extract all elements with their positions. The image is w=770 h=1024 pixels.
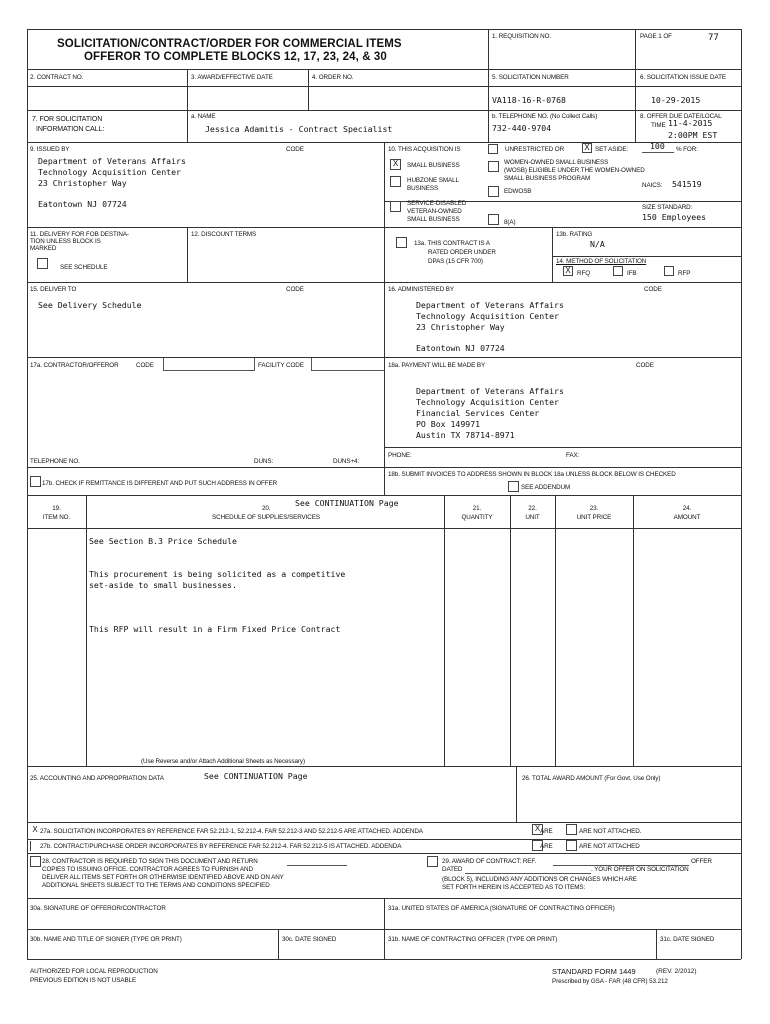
page-label: PAGE 1 OF xyxy=(640,33,672,40)
administered-by-line: Technology Acquisition Center xyxy=(416,311,559,321)
sdvosb-checkbox[interactable] xyxy=(390,201,401,212)
are-not-label: ARE NOT ATTACHED. xyxy=(579,828,642,835)
col-unit-price-label: UNIT PRICE xyxy=(576,514,612,521)
ifb-label: IFB xyxy=(627,270,637,277)
col-amount-num: 24. xyxy=(682,505,692,512)
eight-a-label: 8(A) xyxy=(504,219,516,226)
administered-by-label: 16. ADMINISTERED BY xyxy=(388,286,454,293)
are-not2-checkbox[interactable] xyxy=(566,840,577,851)
set-aside-percent[interactable]: 100 xyxy=(650,141,665,151)
acquisition-label: 10. THIS ACQUISITION IS xyxy=(388,146,461,153)
solicitation-number-value[interactable]: VA118-16-R-0768 xyxy=(492,95,566,105)
officer-name-label: 31b. NAME OF CONTRACTING OFFICER (TYPE OR PRINT) xyxy=(388,936,558,943)
offeror-date-label: 30c. DATE SIGNED xyxy=(282,936,337,943)
contract-no-label: 2. CONTRACT NO. xyxy=(30,74,84,81)
payment-line: Department of Veterans Affairs xyxy=(416,386,564,396)
deliver-to-label: 15. DELIVER TO xyxy=(30,286,77,293)
wosb-label-2: (WOSB) ELIGIBLE UNDER THE WOMEN-OWNED xyxy=(504,167,645,174)
administered-by-line: Department of Veterans Affairs xyxy=(416,300,564,310)
col-schedule-note: See CONTINUATION Page xyxy=(295,498,399,508)
contractor-sign-line: ADDITIONAL SHEETS SUBJECT TO THE TERMS AND CONDITIONS SPECIFIED xyxy=(42,882,270,889)
contract-incorporates-checkbox[interactable] xyxy=(30,841,40,851)
fob-label-3: MARKED xyxy=(30,245,57,252)
unrestricted-label: UNRESTRICTED OR xyxy=(505,146,565,153)
col-unit-price-num: 23. xyxy=(589,505,599,512)
issue-date-value[interactable]: 10-29-2015 xyxy=(651,95,701,105)
sdvosb-label-2: VETERAN-OWNED xyxy=(407,208,462,215)
contact-name-value[interactable]: Jessica Adamitis - Contract Specialist xyxy=(205,124,393,134)
issued-by-code-label: CODE xyxy=(286,146,304,153)
solicitation-incorporates-checkbox[interactable]: X xyxy=(30,826,40,836)
are-attached-checkbox[interactable]: X xyxy=(532,824,543,835)
info-call-label-2: INFORMATION CALL: xyxy=(36,126,105,133)
hubzone-label-1: HUBZONE SMALL xyxy=(407,177,459,184)
fob-label-2: TION UNLESS BLOCK IS xyxy=(30,238,101,245)
telephone-label: b. TELEPHONE NO. (No Collect Calls) xyxy=(492,113,598,120)
wosb-label-3: SMALL BUSINESS PROGRAM xyxy=(504,175,591,182)
method-label: 14. METHOD OF SOLICITATION xyxy=(556,258,647,265)
total-award-label: 26. TOTAL AWARD AMOUNT (For Govt. Use Only) xyxy=(522,775,661,782)
officer-date-label: 31c. DATE SIGNED xyxy=(660,936,715,943)
col-unit-num: 22. xyxy=(528,505,537,512)
percent-for-label: % FOR: xyxy=(676,146,698,153)
payment-line: Technology Acquisition Center xyxy=(416,397,559,407)
administered-by-code-label: CODE xyxy=(644,286,662,293)
are-not-attached-checkbox[interactable] xyxy=(566,824,577,835)
edwosb-label: EDWOSB xyxy=(504,188,532,195)
remittance-label: 17b. CHECK IF REMITTANCE IS DIFFERENT AND PUT SUCH ADDRESS IN OFFER xyxy=(42,480,278,487)
offer-due-time[interactable]: 2:00PM EST xyxy=(668,130,718,140)
administered-by-line: Eatontown NJ 07724 xyxy=(416,343,505,353)
set-aside-label: SET ASIDE: xyxy=(595,146,629,153)
rated-order-label-2: RATED ORDER UNDER xyxy=(428,249,496,256)
award-offer-label: OFFER xyxy=(691,858,712,865)
issued-by-label: 9. ISSUED BY xyxy=(30,146,70,153)
award-checkbox[interactable] xyxy=(427,856,438,867)
naics-label: NAICS: xyxy=(642,182,663,189)
size-standard-label: SIZE STANDARD: xyxy=(642,204,693,211)
col-quantity-label: QUANTITY xyxy=(461,514,493,521)
see-schedule-checkbox[interactable] xyxy=(37,258,48,269)
ifb-checkbox[interactable] xyxy=(613,266,623,276)
eight-a-checkbox[interactable] xyxy=(488,214,499,225)
facility-code-input[interactable] xyxy=(311,358,384,371)
award-dated-label: DATED xyxy=(442,866,463,873)
form-subtitle: OFFEROR TO COMPLETE BLOCKS 12, 17, 23, 24, & 30 xyxy=(84,51,387,63)
deliver-to-value[interactable]: See Delivery Schedule xyxy=(38,300,142,310)
form-number: STANDARD FORM 1449 xyxy=(552,967,636,976)
previous-edition: PREVIOUS EDITION IS NOT USABLE xyxy=(30,977,137,984)
payment-line: PO Box 149971 xyxy=(416,419,481,429)
col-amount-label: AMOUNT xyxy=(673,514,701,521)
signer-name-label: 30b. NAME AND TITLE OF SIGNER (TYPE OR PRINT) xyxy=(30,936,182,943)
col-schedule-num: 20. xyxy=(262,505,271,512)
see-schedule-label: SEE SCHEDULE xyxy=(60,264,108,271)
see-addendum-label: SEE ADDENDUM xyxy=(521,484,571,491)
administered-by-line: 23 Christopher Way xyxy=(416,322,505,332)
award-line: 29. AWARD OF CONTRACT: REF. xyxy=(442,858,537,865)
payment-label: 18a. PAYMENT WILL BE MADE BY xyxy=(388,362,486,369)
order-no-label: 4. ORDER NO. xyxy=(312,74,354,81)
see-addendum-checkbox[interactable] xyxy=(508,481,519,492)
remittance-checkbox[interactable] xyxy=(30,476,41,487)
info-call-label-1: 7. FOR SOLICITATION xyxy=(32,116,103,123)
telephone-value[interactable]: 732-440-9704 xyxy=(492,123,552,133)
col-unit-label: UNIT xyxy=(525,514,540,521)
contractor-sign-line: 28. CONTRACTOR IS REQUIRED TO SIGN THIS DOCUMENT AND RETURN xyxy=(42,858,258,865)
duns4-label: DUNS+4: xyxy=(333,458,360,465)
issue-date-label: 6. SOLICITATION ISSUE DATE xyxy=(640,74,726,81)
requisition-label: 1. REQUISITION NO. xyxy=(492,33,552,40)
offer-due-label-2: TIME xyxy=(651,122,666,129)
name-label: a. NAME xyxy=(191,113,216,120)
sdvosb-label-1: SERVICE-DISABLED xyxy=(407,200,467,207)
accounting-label: 25. ACCOUNTING AND APPROPRIATION DATA xyxy=(30,775,164,782)
contractor-sign-line: DELIVER ALL ITEMS SET FORTH OR OTHERWISE IDENTIFIED ABOVE AND ON ANY xyxy=(42,874,284,881)
solicitation-number-label: 5. SOLICITATION NUMBER xyxy=(492,74,569,81)
rated-order-checkbox[interactable] xyxy=(396,237,407,248)
small-business-checkbox[interactable]: X xyxy=(390,159,401,170)
contractor-sign-line: COPIES TO ISSUING OFFICE. CONTRACTOR AGREES TO FURNISH AND xyxy=(42,866,253,873)
col-item-no-num: 19. xyxy=(52,505,61,512)
rfp-label: RFP xyxy=(678,270,691,277)
schedule-body-line: This RFP will result in a Firm Fixed Price Contract xyxy=(89,624,341,634)
naics-value[interactable]: 541519 xyxy=(672,179,702,189)
contractor-code-input[interactable] xyxy=(163,358,255,371)
contract-incorporates-label: 27b. CONTRACT/PURCHASE ORDER INCORPORATES BY REFERENCE FAR 52.212-4. FAR 52.212-5 IS ATTACHED. ADDENDA xyxy=(40,843,402,850)
discount-terms-label: 12. DISCOUNT TERMS xyxy=(191,231,257,238)
col-schedule-label: SCHEDULE OF SUPPLIES/SERVICES xyxy=(212,514,320,521)
page-total: 77 xyxy=(708,33,719,43)
rated-order-label-1: 13a. THIS CONTRACT IS A xyxy=(414,240,490,247)
telephone-no-label: TELEPHONE NO. xyxy=(30,458,80,465)
award-line: . YOUR OFFER ON SOLICITATION xyxy=(591,866,689,873)
form-title: SOLICITATION/CONTRACT/ORDER FOR COMMERCIAL ITEMS xyxy=(57,38,402,50)
issued-by-line: Department of Veterans Affairs xyxy=(38,156,186,166)
rfq-checkbox[interactable]: X xyxy=(563,266,573,276)
rfq-label: RFQ xyxy=(577,270,590,277)
col-item-no-label: ITEM NO. xyxy=(42,514,71,521)
fax-label: FAX: xyxy=(566,452,580,459)
rating-label: 13b. RATING xyxy=(556,231,593,238)
authorized-reproduction: AUTHORIZED FOR LOCAL REPRODUCTION xyxy=(30,968,158,975)
payment-code-label: CODE xyxy=(636,362,654,369)
offeror-signature-label: 30a. SIGNATURE OF OFFEROR/CONTRACTOR xyxy=(30,905,166,912)
sdvosb-label-3: SMALL BUSINESS xyxy=(407,216,460,223)
set-aside-checkbox[interactable]: X xyxy=(582,143,592,153)
offer-due-date[interactable]: 11-4-2015 xyxy=(668,118,713,128)
prescribed-by: Prescribed by GSA - FAR (48 CFR) 53.212 xyxy=(552,978,668,985)
officer-signature-label: 31a. UNITED STATES OF AMERICA (SIGNATURE OF CONTRACTING OFFICER) xyxy=(388,905,615,912)
payment-line: Financial Services Center xyxy=(416,408,540,418)
contractor-sign-checkbox[interactable] xyxy=(30,856,41,867)
submit-invoices-label: 18b. SUBMIT INVOICES TO ADDRESS SHOWN IN BLOCK 18a UNLESS BLOCK BELOW IS CHECKED xyxy=(388,471,676,478)
contractor-code-label: CODE xyxy=(136,362,154,369)
rating-value[interactable]: N/A xyxy=(590,239,605,249)
issued-by-line: Eatontown NJ 07724 xyxy=(38,199,127,209)
size-standard-value[interactable]: 150 Employees xyxy=(642,212,707,222)
hubzone-checkbox[interactable] xyxy=(390,176,401,187)
deliver-to-code-label: CODE xyxy=(286,286,304,293)
schedule-body-line: set-aside to small businesses. xyxy=(89,580,237,590)
contractor-label: 17a. CONTRACTOR/OFFEROR xyxy=(30,362,119,369)
are-not2-label: ARE NOT ATTACHED xyxy=(579,843,640,850)
award-date-label: 3. AWARD/EFFECTIVE DATE xyxy=(191,74,273,81)
accounting-value[interactable]: See CONTINUATION Page xyxy=(204,771,308,781)
edwosb-checkbox[interactable] xyxy=(488,186,499,197)
col-quantity-num: 21. xyxy=(472,505,482,512)
hubzone-label-2: BUSINESS xyxy=(407,185,439,192)
form-revision: (REV. 2/2012) xyxy=(656,968,697,975)
award-line: (BLOCK 5), INCLUDING ANY ADDITIONS OR CHANGES WHICH ARE xyxy=(442,876,637,883)
facility-code-label: FACILITY CODE xyxy=(258,362,304,369)
duns-label: DUNS: xyxy=(254,458,274,465)
payment-line: Austin TX 78714-8971 xyxy=(416,430,515,440)
wosb-label-1: WOMEN-OWNED SMALL BUSINESS xyxy=(504,159,609,166)
rated-order-label-3: DPAS (15 CFR 700) xyxy=(428,258,483,265)
wosb-checkbox[interactable] xyxy=(488,161,499,172)
offer-due-label-1: 8. OFFER DUE DATE/LOCAL xyxy=(640,113,722,120)
schedule-body-line: This procurement is being solicited as a competitive xyxy=(89,569,346,579)
small-business-label: SMALL BUSINESS xyxy=(407,162,460,169)
fob-label-1: 11. DELIVERY FOR FOB DESTINA- xyxy=(30,231,129,238)
issued-by-line: 23 Christopher Way xyxy=(38,178,127,188)
solicitation-incorporates-label: 27a. SOLICITATION INCORPORATES BY REFERENCE FAR 52.212-1, 52.212-4. FAR 52.212-3 AND 52.212-5 ARE ATTACHED. ADDENDA xyxy=(40,828,423,835)
are-label: ARE xyxy=(540,828,553,835)
unrestricted-checkbox[interactable] xyxy=(488,144,498,154)
are2-label: ARE xyxy=(540,843,553,850)
rfp-checkbox[interactable] xyxy=(664,266,674,276)
schedule-footer-note: (Use Reverse and/or Attach Additional Sheets as Necessary) xyxy=(141,758,305,765)
award-line: SET FORTH HEREIN IS ACCEPTED AS TO ITEMS: xyxy=(442,884,586,891)
issued-by-line: Technology Acquisition Center xyxy=(38,167,181,177)
phone-label: PHONE: xyxy=(388,452,412,459)
schedule-body-line: See Section B.3 Price Schedule xyxy=(89,536,237,546)
